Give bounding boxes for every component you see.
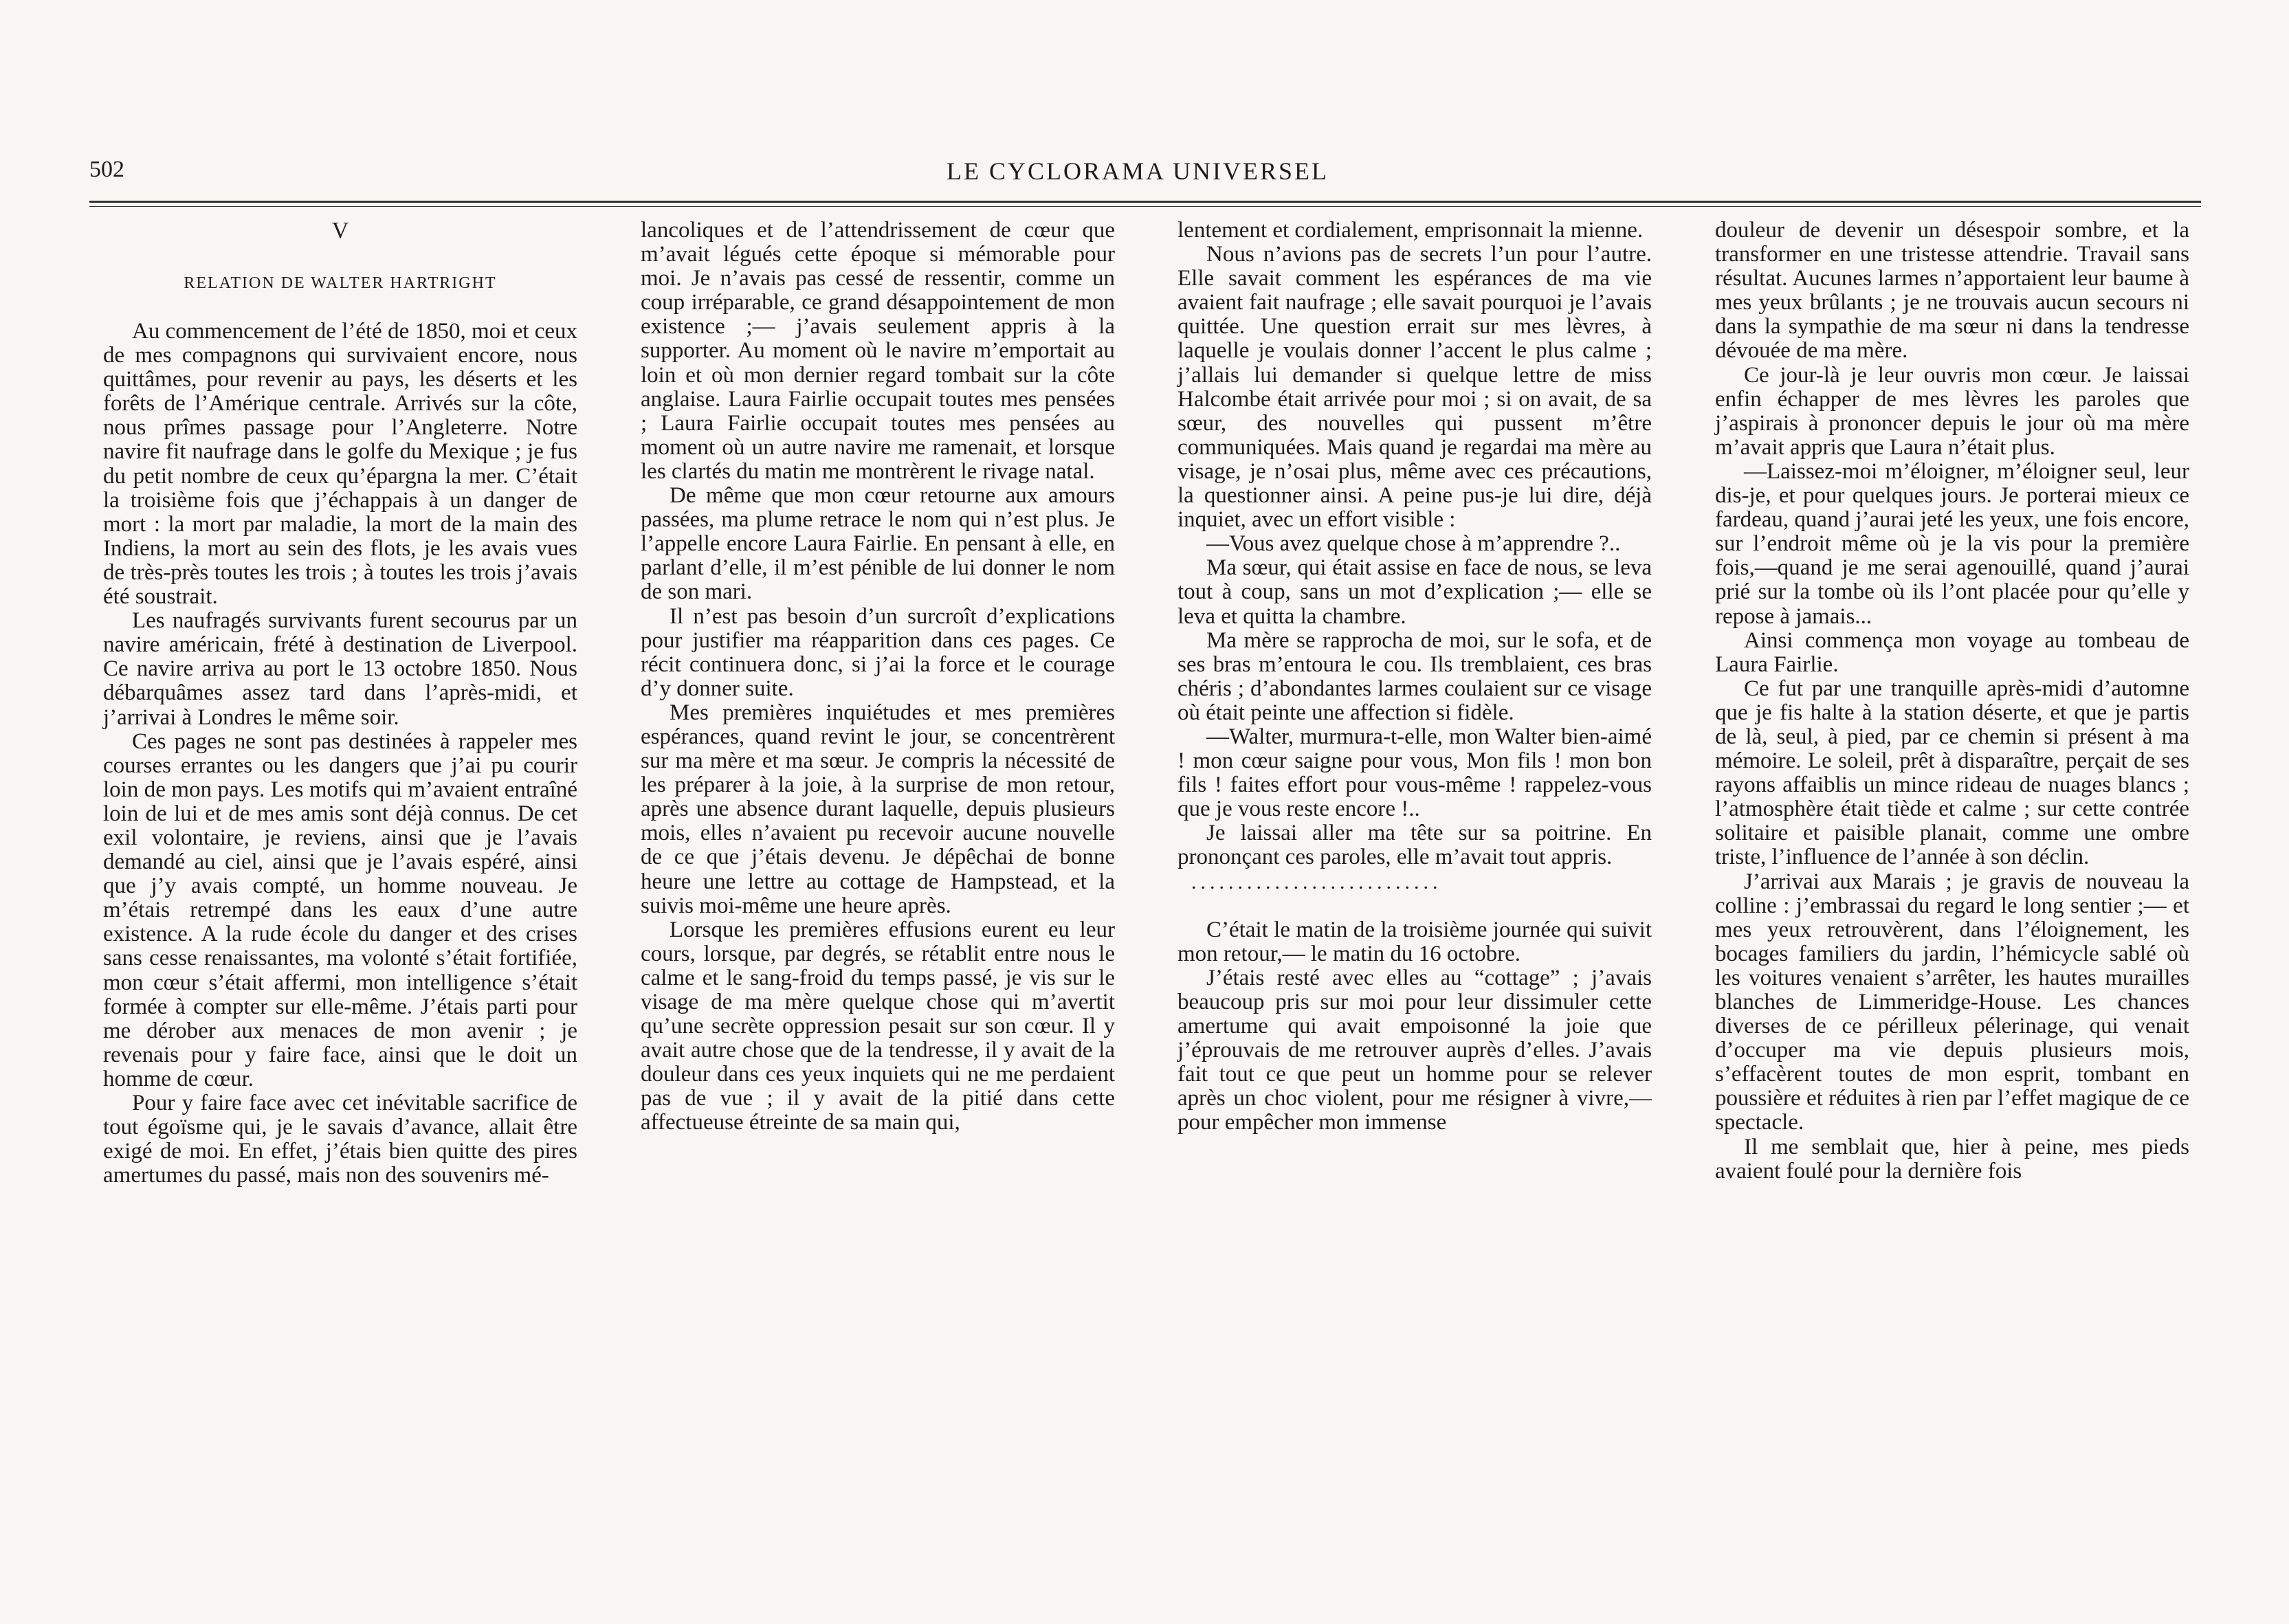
chapter-subtitle: RELATION DE WALTER HARTRIGHT	[184, 274, 497, 292]
paragraph: Je laissai aller ma tête sur sa poitrine. En prononçant ces paroles, elle m’avait tout appris.	[1177, 821, 1652, 870]
paragraph: Pour y faire face avec cet inévitable sacrifice de tout égoïsme qui, je le savais d’avance, allait être exigé de moi. En effet, j’étais bien quitte des pires amertumes du passé, mais non des souvenirs mé-	[103, 1091, 577, 1188]
paragraph: Ces pages ne sont pas destinées à rappeler mes courses errantes ou les dangers que j’ai pu courir loin de mon pays. Les motifs qui m’avaient entraîné loin de lui et de mes amis sont déjà connus. De cet exil volontaire, je reviens, ainsi que je l’avais demandé au ciel, ainsi que je l’avais espéré, ainsi que j’y avais compté, un homme nouveau. Je m’étais retrempé dans les eaux d’une autre existence. A la rude école du danger et des crises sans cesse renaissantes, ma volonté s’était fortifiée, mon cœur s’était affermi, mon intelligence s’était formée à compter sur elle-même. J’étais parti pour me dérober aux menaces de mon avenir ; je revenais pour y faire face, ainsi que le doit un homme de cœur.	[103, 728, 577, 1091]
paragraph: Nous n’avions pas de secrets l’un pour l’autre. Elle savait comment les espérances de ma vie avaient fait naufrage ; elle savait pourquoi je l’avais quittée. Une question errait sur mes lèvres, à laquelle je voulais donner l’accent le plus calme ; j’allais lui demander si quelque lettre de miss Halcombe était arrivée pour moi ; si on avait, de sa sœur, des nouvelles qui pussent m’être communiquées. Mais quand je regardai ma mère au visage, je n’osai plus, même avec ces précautions, la questionner ainsi. A peine pus-je lui dire, déjà inquiet, avec un effort visible :	[1177, 242, 1652, 533]
text-column-2	[641, 219, 1115, 1135]
page-number: 502	[89, 157, 124, 182]
paragraph: Ma mère se rapprocha de moi, sur le sofa, et de ses bras m’entoura le cou. Ils tremblaient, ces bras chéris ; d’abondantes larmes coulaient sur ce visage où était peinte une affection si fidèle.	[1177, 627, 1652, 725]
header-rule-thick	[89, 201, 2201, 203]
chapter-number: V	[331, 218, 349, 243]
text-column-3	[1177, 219, 1652, 1135]
paragraph: Ce fut par une tranquille après-midi d’automne que je fis halte à la station déserte, et que je partis de là, seul, à pied, par ce chemin si présent à ma mémoire. Le soleil, prêt à disparaître, perçait de ses rayons affaiblis un mince rideau de nuages blancs ; l’atmosphère était tiède et calme ; sur cette contrée solitaire et paisible planait, comme une ombre triste, l’influence de l’année à son déclin.	[1715, 676, 2189, 870]
paragraph: J’étais resté avec elles au “cottage” ; j’avais beaucoup pris sur moi pour leur dissimuler cette amertume qui avait empoisonné la joie que j’éprouvais de me retrouver auprès d’elles. J’avais fait tout ce que peut un homme pour se relever après un choc violent, pour me résigner à vivre,— pour empêcher mon immense	[1177, 965, 1652, 1135]
text-column-1	[103, 219, 577, 1188]
paragraph: Ainsi commença mon voyage au tombeau de Laura Fairlie.	[1715, 627, 2189, 677]
header-rule-thin	[89, 206, 2201, 207]
paragraph: C’était le matin de la troisième journée qui suivit mon retour,— le matin du 16 octobre.	[1177, 917, 1652, 966]
journal-title: LE CYCLORAMA UNIVERSEL	[946, 157, 1329, 185]
running-header	[89, 157, 2186, 184]
paragraph: J’arrivai aux Marais ; je gravis de nouveau la colline : j’embrassai du regard le long sentier ;— et mes yeux retrouvèrent, dans l’éloignement, les bocages familiers du jardin, l’hémicycle sablé où les voitures venaient s’arrêter, les hautes murailles blanches de Limmeridge-House. Les chances diverses de ce périlleux pélerinage, qui venait d’occuper ma vie depuis plusieurs mois, s’effacèrent toutes de mon esprit, tombant en poussière et réduites à rien par l’effet magique de ce spectacle.	[1715, 869, 2189, 1135]
paragraph: Il n’est pas besoin d’un surcroît d’explications pour justifier ma réapparition dans ces pages. Ce récit continuera donc, si j’ai la force et le courage d’y donner suite.	[641, 603, 1115, 701]
paragraph: Au commencement de l’été de 1850, moi et ceux de mes compagnons qui survivaient encore, nous quittâmes, pour revenir au pays, les déserts et les forêts de l’Amérique centrale. Arrivés sur la côte, nous prîmes passage pour l’Angleterre. Notre navire fit naufrage dans le golfe du Mexique ; je fus du petit nombre de ceux qu’épargna la mer. C’était la troisième fois que j’échappais à un danger de mort : la mort par maladie, la mort de la main des Indiens, la mort au sein des flots, je les avais vues de très-près toutes les trois ; à toutes les trois j’avais été soustrait.	[103, 319, 577, 610]
paragraph: Lorsque les premières effusions eurent eu leur cours, lorsque, par degrés, se rétablit entre nous le calme et le sang-froid du temps passé, je vis sur le visage de ma mère quelque chose qui m’avertit qu’une secrète oppression pesait sur son cœur. Il y avait autre chose que de la tendresse, il y avait de la douleur dans ces yeux inquiets qui ne me perdaient pas de vue ; il y avait de la pitié dans cette affectueuse étreinte de sa main qui,	[641, 917, 1115, 1135]
paragraph: —Vous avez quelque chose à m’apprendre ?..	[1206, 531, 1621, 557]
paragraph: lancoliques et de l’attendrissement de cœur que m’avait légués cette époque si mémorable pour moi. Je n’avais pas cessé de ressentir, comme un coup irréparable, ce grand désappointement de mon existence ;— j’avais seulement appris à la supporter. Au moment où le navire m’emportait au loin et où mon dernier regard tombait sur la côte anglaise. Laura Fairlie occupait toutes mes pensées ; Laura Fairlie occupait toutes mes pensées au moment où un autre navire me ramenait, et lorsque les clartés du matin me montrèrent le rivage natal.	[641, 218, 1115, 484]
paragraph: Il me semblait que, hier à peine, mes pieds avaient foulé pour la dernière fois	[1715, 1134, 2189, 1183]
section-separator-dots: ...........................	[1191, 870, 1442, 893]
paragraph: —Walter, murmura-t-elle, mon Walter bien-aimé ! mon cœur saigne pour vous, Mon fils ! mon bon fils ! faites effort pour vous-même ! rappelez-vous que je vous reste encore !..	[1177, 724, 1652, 822]
paragraph: —Laissez-moi m’éloigner, m’éloigner seul, leur dis-je, et pour quelques jours. Je porterai mieux ce fardeau, quand j’aurai jeté les yeux, une fois encore, sur l’endroit même où je la vis pour la première fois,—quand je me serai agenouillé, quand j’aurai prié sur la tombe où ils l’ont placée pour qu’elle y repose à jamais...	[1715, 458, 2189, 629]
paragraph: Les naufragés survivants furent secourus par un navire américain, frété à destination de Liverpool. Ce navire arriva au port le 13 octobre 1850. Nous débarquâmes assez tard dans l’après-midi, et j’arrivai à Londres le même soir.	[103, 608, 577, 730]
paragraph: Ma sœur, qui était assise en face de nous, se leva tout à coup, sans un mot d’explication ;— elle se leva et quitta la chambre.	[1177, 555, 1652, 629]
paragraph: Ce jour-là je leur ouvris mon cœur. Je laissai enfin échapper de mes lèvres les paroles que j’aspirais à prononcer depuis le jour où ma mère m’avait appris que Laura n’était plus.	[1715, 362, 2189, 460]
text-column-4	[1715, 219, 2189, 1183]
paragraph: douleur de devenir un désespoir sombre, et la transformer en une tristesse attendrie. Travail sans résultat. Aucunes larmes n’apportaient leur baume à mes yeux brûlants ; je ne trouvais aucun secours ni dans la sympathie de ma sœur ni dans la tendresse dévouée de ma mère.	[1715, 218, 2189, 364]
paragraph: De même que mon cœur retourne aux amours passées, ma plume retrace le nom qui n’est plus. Je l’appelle encore Laura Fairlie. En pensant à elle, en parlant d’elle, il m’est pénible de lui donner le nom de son mari.	[641, 483, 1115, 605]
paragraph: lentement et cordialement, emprisonnait la mienne.	[1177, 218, 1644, 243]
paragraph: Mes premières inquiétudes et mes premières espérances, quand revint le jour, se concentrèrent sur ma mère et ma sœur. Je compris la nécessité de les préparer à la joie, à la surprise de mon retour, après une absence durant laquelle, depuis plusieurs mois, elles n’avaient pu recevoir aucune nouvelle de ce que j’étais devenu. Je dépêchai de bonne heure une lettre au cottage de Hampstead, et la suivis moi-même une heure après.	[641, 700, 1115, 918]
